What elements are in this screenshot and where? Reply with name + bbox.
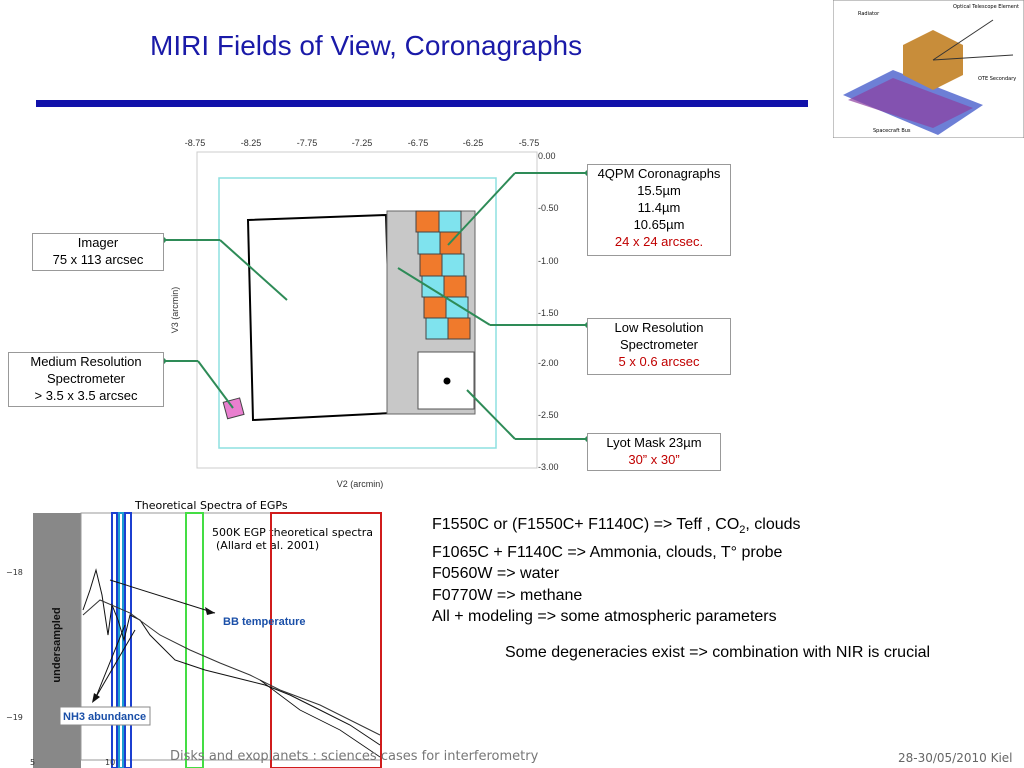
spectrum-title: Theoretical Spectra of EGPs bbox=[135, 499, 288, 512]
callout-line: Low Resolution bbox=[614, 320, 704, 335]
imager-field bbox=[248, 215, 392, 420]
y-tick: −19 bbox=[6, 713, 23, 722]
lrs-callout bbox=[587, 318, 731, 375]
x-tick: -6.75 bbox=[407, 138, 429, 148]
callout-line: Spectrometer bbox=[46, 371, 126, 386]
text-line bbox=[432, 514, 801, 542]
callout-line: 15.5µm bbox=[637, 183, 681, 198]
x-tick: -8.25 bbox=[240, 138, 262, 148]
y-tick: −18 bbox=[6, 568, 23, 577]
text-segment: , clouds bbox=[745, 516, 801, 533]
callout-line: Lyot Mask 23µm bbox=[606, 435, 702, 450]
callout-line: 4QPM Coronagraphs bbox=[597, 166, 721, 181]
egp-spectrum-figure bbox=[0, 495, 390, 768]
lyot-spot bbox=[444, 378, 451, 385]
callout-line: 24 x 24 arcsec. bbox=[614, 234, 704, 249]
4qpm-callout bbox=[587, 164, 731, 256]
bb-temperature-label: BB temperature bbox=[223, 616, 306, 628]
text-line: F0560W => water bbox=[432, 565, 560, 583]
text-line: F0770W => methane bbox=[432, 586, 583, 604]
y-tick: -0.50 bbox=[538, 203, 559, 213]
callout-line: 5 x 0.6 arcsec bbox=[618, 354, 700, 369]
svg-text:Optical Telescope Element: Optical Telescope Element bbox=[953, 4, 1019, 10]
y-tick: 0.00 bbox=[538, 151, 556, 161]
text-line: All + modeling => some atmospheric parameters bbox=[432, 608, 777, 626]
text-segment: F1550C or (F1550C+ F1140C) => Teff , CO bbox=[432, 516, 740, 533]
x-tick: -5.75 bbox=[518, 138, 540, 148]
undersampled-label: undersampled bbox=[51, 607, 63, 683]
nh3-abundance-label: NH3 abundance bbox=[63, 711, 147, 723]
footer-left: Disks and exoplanets : sciences cases for interferometry bbox=[170, 749, 539, 764]
svg-text:OTE Secondary: OTE Secondary bbox=[978, 76, 1017, 82]
y-tick: -2.00 bbox=[538, 358, 559, 368]
callout-line: 11.4µm bbox=[637, 200, 681, 215]
y-tick: -1.50 bbox=[538, 308, 559, 318]
y-axis-label: V3 (arcmin) bbox=[170, 286, 180, 334]
text-line: F1065C + F1140C => Ammonia, clouds, T° probe bbox=[432, 543, 783, 561]
x-tick: -8.75 bbox=[184, 138, 206, 148]
callout-line: 75 x 113 arcsec bbox=[52, 252, 144, 267]
callout-line: > 3.5 x 3.5 arcsec bbox=[34, 388, 138, 403]
y-tick: -1.00 bbox=[538, 256, 559, 266]
lyot-callout bbox=[587, 433, 721, 471]
x-tick: -6.25 bbox=[462, 138, 484, 148]
mrs-callout bbox=[8, 352, 164, 407]
x-tick: 5 bbox=[30, 758, 36, 767]
x-tick: -7.75 bbox=[296, 138, 318, 148]
footer-right: 28-30/05/2010 Kiel bbox=[898, 751, 1013, 765]
filter-strategy-text bbox=[432, 514, 801, 628]
callout-line: Spectrometer bbox=[619, 337, 699, 352]
callout-line: 30” x 30” bbox=[628, 452, 680, 467]
degeneracy-note: Some degeneracies exist => combination with NIR is crucial bbox=[505, 644, 931, 661]
subscript: 2 bbox=[739, 524, 746, 537]
spectrum-legend: (Allard et al. 2001) bbox=[216, 539, 320, 552]
y-tick: -2.50 bbox=[538, 410, 559, 420]
callout-line: 10.65µm bbox=[633, 217, 685, 232]
x-tick: 10 bbox=[105, 758, 116, 767]
svg-text:Spacecraft Bus: Spacecraft Bus bbox=[873, 128, 911, 134]
mrs-field bbox=[223, 398, 244, 419]
page-title: MIRI Fields of View, Coronagraphs bbox=[150, 30, 583, 61]
callout-line: Medium Resolution bbox=[30, 354, 142, 369]
spectrum-legend: 500K EGP theoretical spectra bbox=[212, 526, 373, 539]
callout-line: Imager bbox=[77, 235, 119, 250]
svg-text:Radiator: Radiator bbox=[858, 11, 880, 17]
x-axis-label: V2 (arcmin) bbox=[336, 479, 384, 489]
x-tick: -7.25 bbox=[351, 138, 373, 148]
y-tick: -3.00 bbox=[538, 462, 559, 472]
imager-callout bbox=[32, 233, 164, 271]
